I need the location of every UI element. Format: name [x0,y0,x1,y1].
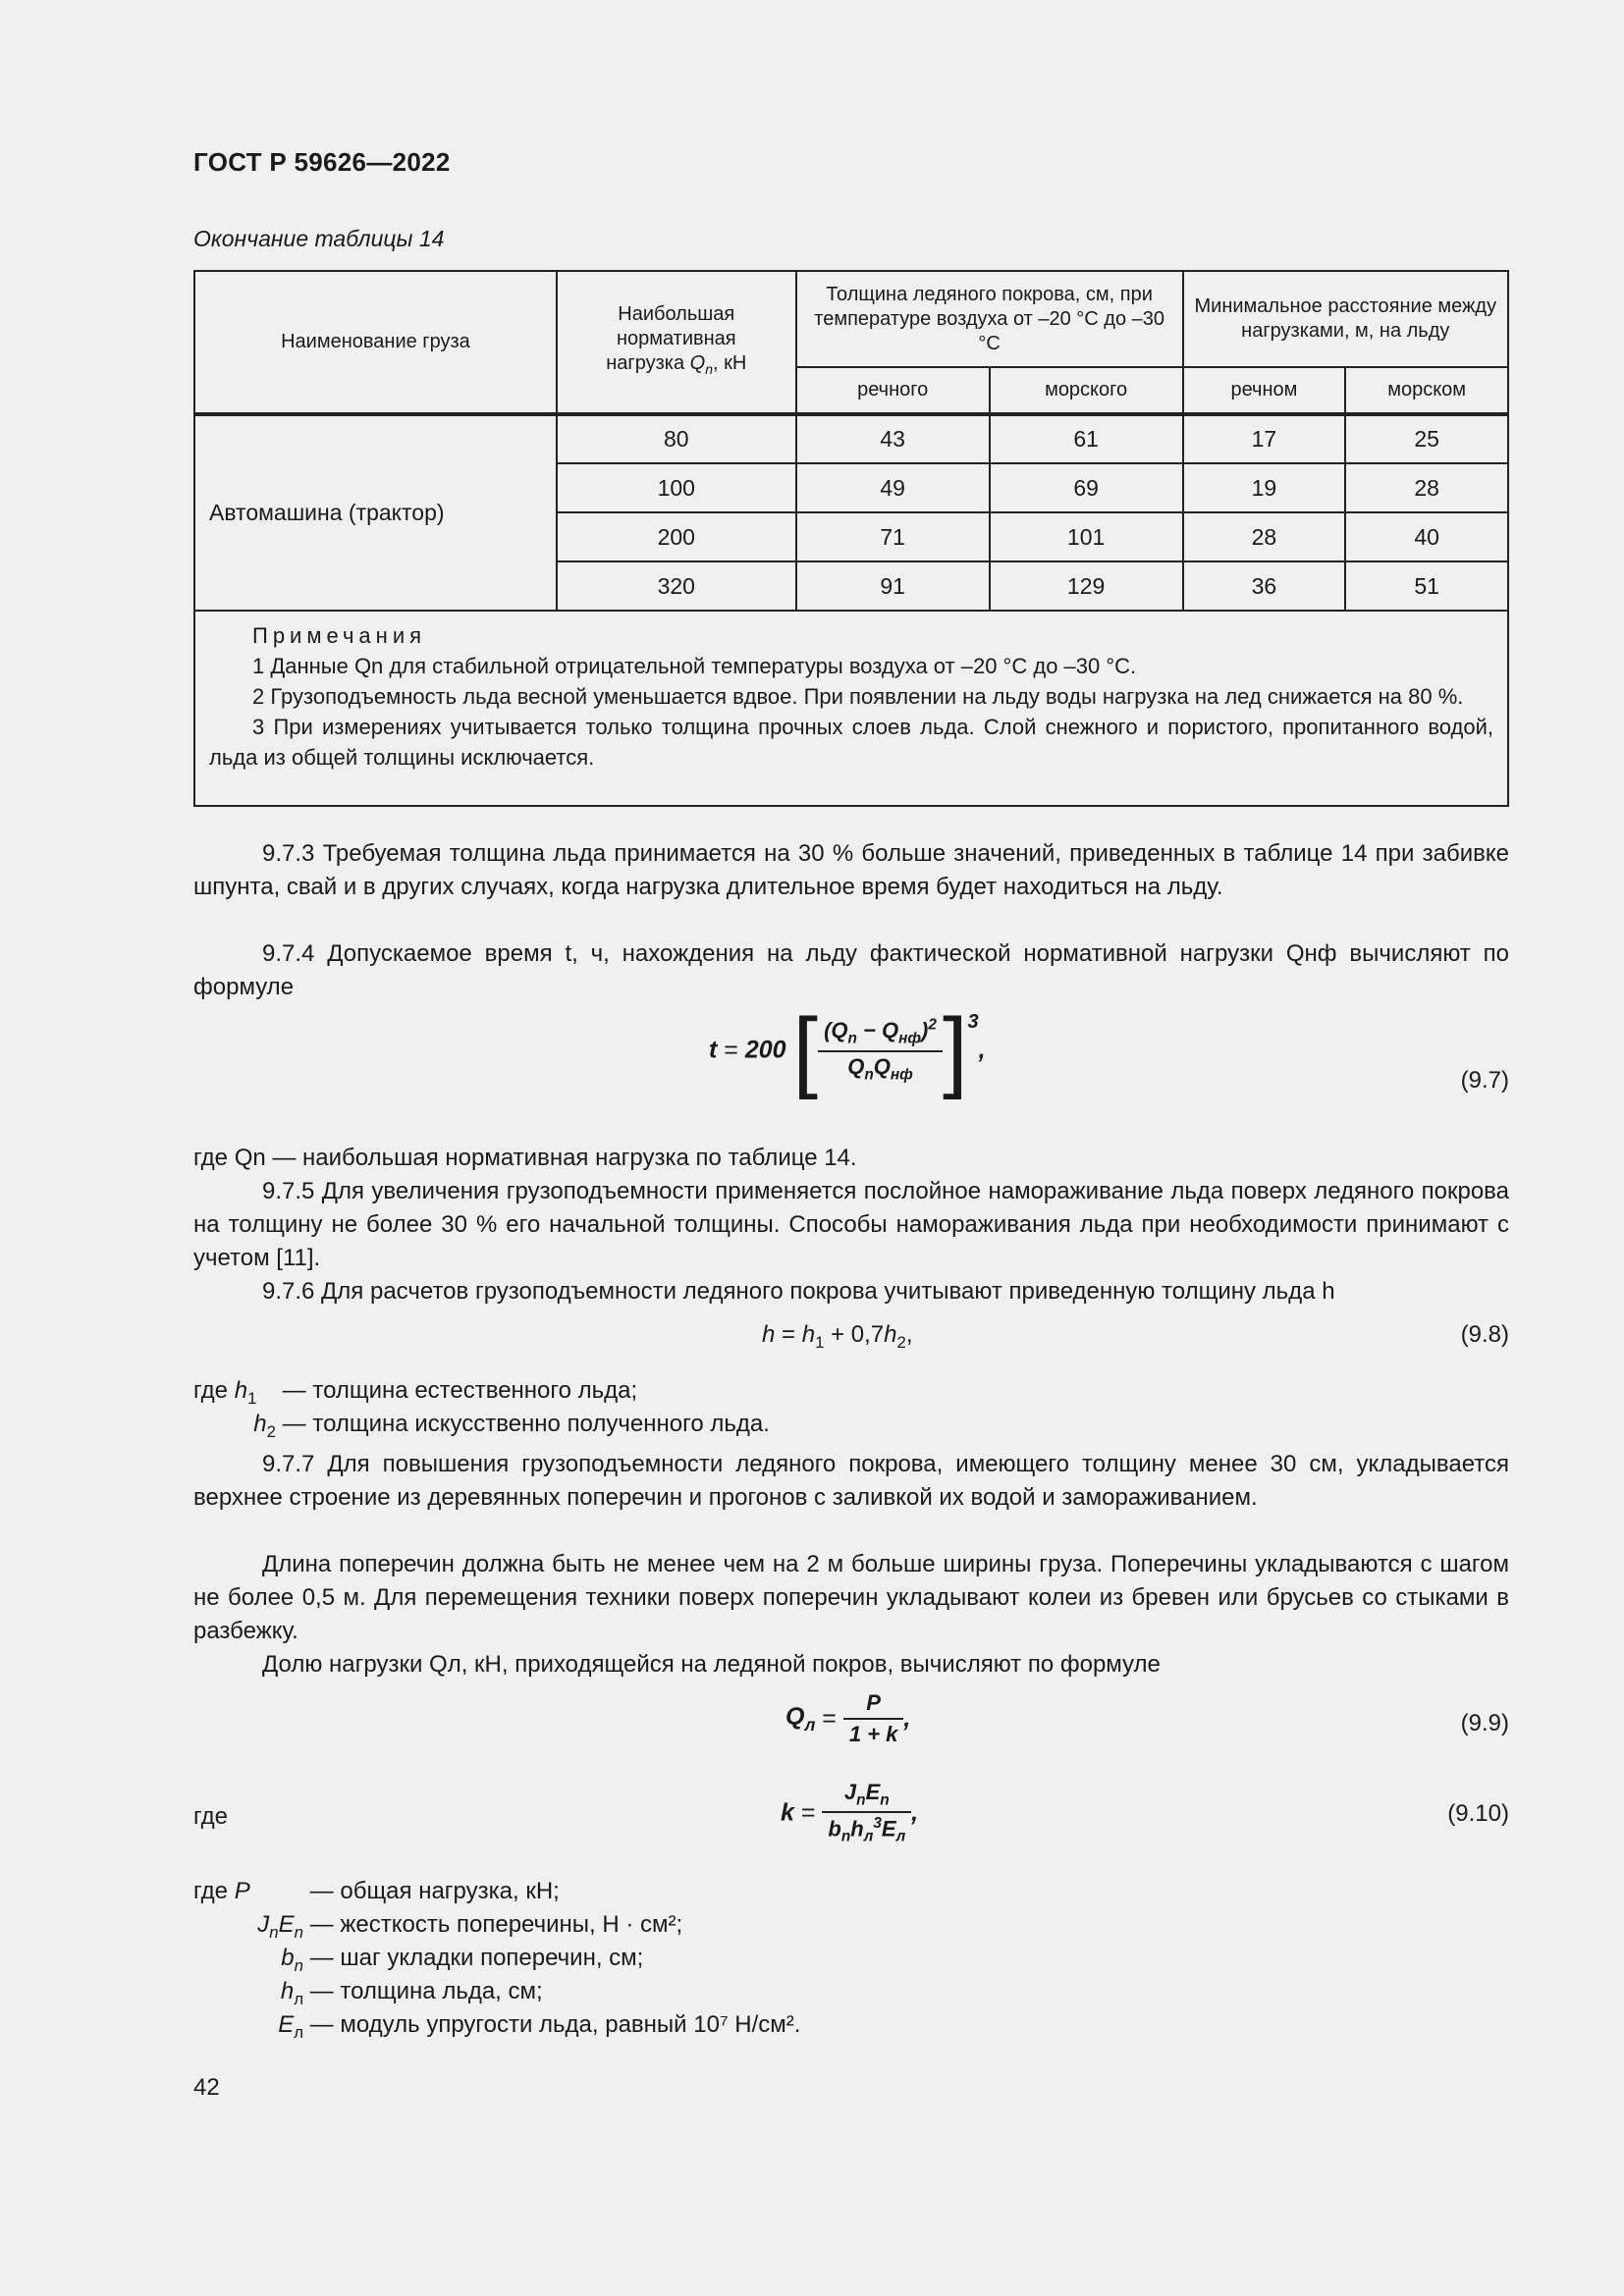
paragraph-text: 9.7.6 Для расчетов грузоподъемности ледяного покрова учитывают приведенную толщину льда h [262,1278,1335,1305]
subheader-sea: морского [990,367,1183,414]
definition-text: модуль упругости льда, равный 10⁷ Н/см². [340,2011,801,2038]
definition-h1: где $h_1$ — толщина естественного льда; [193,1377,638,1408]
table-14 [193,270,1509,612]
definition-text: шаг укладки поперечин, см; [340,1945,644,1971]
where-qn: где Qn — наибольшая нормативная нагрузка по таблице 14. [193,1145,857,1171]
paragraph-text: 9.7.3 Требуемая толщина льда принимается на 30 % больше значений, приведенных в таблице 14 при забивке шпунта, свай и в других случаях, когда нагрузка длительное время будет находиться на льду. [193,840,1509,900]
definition-text: толщина льда, см; [340,1978,543,2004]
paragraph-9-7-6 [193,1275,1509,1308]
note-3: 3 При измерениях учитывается только толщина прочных слоев льда. Слой снежного и пористого, пропитанного водой, льда из общей толщины исключается. [209,715,1493,770]
definition-el: $E_л$ — модуль упругости льда, равный 10⁷ Н/см². [278,2011,801,2042]
formula-9-8: $h = h_1 + 0,7h_2$, [762,1321,913,1352]
cell-thickness-river: 91 [796,561,990,611]
definition-h2: $h_2$ — толщина искусственно полученного льда. [253,1411,770,1441]
header-cargo: Наименование груза [194,271,557,414]
cell-distance-river: 28 [1183,512,1346,561]
definition-jn: $J_nE_n$ — жесткость поперечины, Н · см²; [257,1911,683,1942]
cell-thickness-river: 43 [796,414,990,463]
cell-distance-sea: 40 [1345,512,1508,561]
definition-text: толщина естественного льда; [312,1377,638,1404]
header-distance: Минимальное расстояние между нагрузками, м, на льду [1183,271,1508,367]
cell-distance-sea: 28 [1345,463,1508,512]
definition-text: общая нагрузка, кН; [340,1878,560,1904]
cargo-name: Автомашина (трактор) [194,414,557,611]
definition-p: где P — общая нагрузка, кН; [193,1878,560,1904]
note-2: 2 Грузоподъемность льда весной уменьшается вдвое. При появлении на льду воды нагрузка на лед снижается на 80 %. [252,684,1464,709]
cell-load: 200 [557,512,796,561]
paragraph-text: Длина поперечин должна быть не менее чем на 2 м больше ширины груза. Поперечины укладываются с шагом не более 0,5 м. Для перемещения техники поверх поперечин укладывают колеи из бревен или брусьев со стыками в разбежку. [193,1551,1509,1644]
formula-9-9: $Q_л$ = $\frac{P}{1 + k}$ , [785,1690,911,1746]
cell-thickness-sea: 69 [990,463,1183,512]
equation-number-9-9: (9.9) [1460,1710,1509,1736]
cell-thickness-sea: 61 [990,414,1183,463]
header-load: Наибольшая нормативная нагрузка $Q_n$, кН [557,271,796,414]
definition-bn: $b_n$ — шаг укладки поперечин, см; [281,1945,644,1975]
subheader-sea-distance: морском [1345,367,1508,414]
cell-load: 100 [557,463,796,512]
page-number: 42 [193,2074,220,2101]
paragraph-load-share [193,1648,1509,1682]
cell-thickness-sea: 129 [990,561,1183,611]
formula-9-7: t = 200 [ $\frac{(Q_n - Q_{нф})^2}{Q_nQ_{нф}}$ ]$^3$, [709,1000,986,1100]
definition-text: толщина искусственно полученного льда. [312,1411,770,1437]
cell-distance-sea: 25 [1345,414,1508,463]
paragraph-9-7-3 [193,837,1509,904]
cell-distance-river: 36 [1183,561,1346,611]
table-caption: Окончание таблицы 14 [193,226,445,251]
paragraph-text: 9.7.5 Для увеличения грузоподъемности применяется послойное намораживание льда поверх ледяного покрова на толщину не более 30 % его начальной толщины. Способы намораживания льда при необходимости принимают с учетом [11]. [193,1178,1509,1271]
header-thickness: Толщина ледяного покрова, см, при температуре воздуха от –20 °С до –30 °С [796,271,1183,367]
definition-hl: $h_л$ — толщина льда, см; [280,1978,543,2008]
paragraph-9-7-4 [193,937,1509,1004]
table-notes [193,611,1509,807]
where-label: где [193,1803,229,1830]
cell-load: 80 [557,414,796,463]
cell-distance-river: 17 [1183,414,1346,463]
formula-9-10: k = $\frac{J_nE_n}{b_nh_л^3E_л}$ , [781,1780,919,1846]
paragraph-9-7-5 [193,1175,1509,1275]
equation-number-9-7: (9.7) [1460,1067,1509,1094]
paragraph-text: 9.7.4 Допускаемое время t, ч, нахождения на льду фактической нормативной нагрузки Qнф вычисляют по формуле [193,940,1509,1000]
notes-title: Примечания [252,623,427,648]
paragraph-text: 9.7.7 Для повышения грузоподъемности ледяного покрова, имеющего толщину менее 30 см, укладывается верхнее строение из деревянных поперечин и прогонов с заливкой их водой и замораживанием. [193,1451,1509,1511]
subheader-river: речного [796,367,990,414]
cell-distance-river: 19 [1183,463,1346,512]
cell-thickness-sea: 101 [990,512,1183,561]
document-header: ГОСТ Р 59626—2022 [193,147,451,177]
equation-number-9-10: (9.10) [1447,1800,1509,1827]
cell-thickness-river: 71 [796,512,990,561]
paragraph-crossbars [193,1548,1509,1648]
paragraph-9-7-7 [193,1448,1509,1515]
cell-load: 320 [557,561,796,611]
cell-thickness-river: 49 [796,463,990,512]
equation-number-9-8: (9.8) [1460,1321,1509,1348]
cell-distance-sea: 51 [1345,561,1508,611]
subheader-river-distance: речном [1183,367,1346,414]
note-1: 1 Данные Qn для стабильной отрицательной температуры воздуха от –20 °С до –30 °С. [252,654,1137,678]
definition-text: жесткость поперечины, Н · см²; [340,1911,683,1938]
paragraph-text: Долю нагрузки Qл, кН, приходящейся на ледяной покров, вычисляют по формуле [262,1651,1161,1678]
